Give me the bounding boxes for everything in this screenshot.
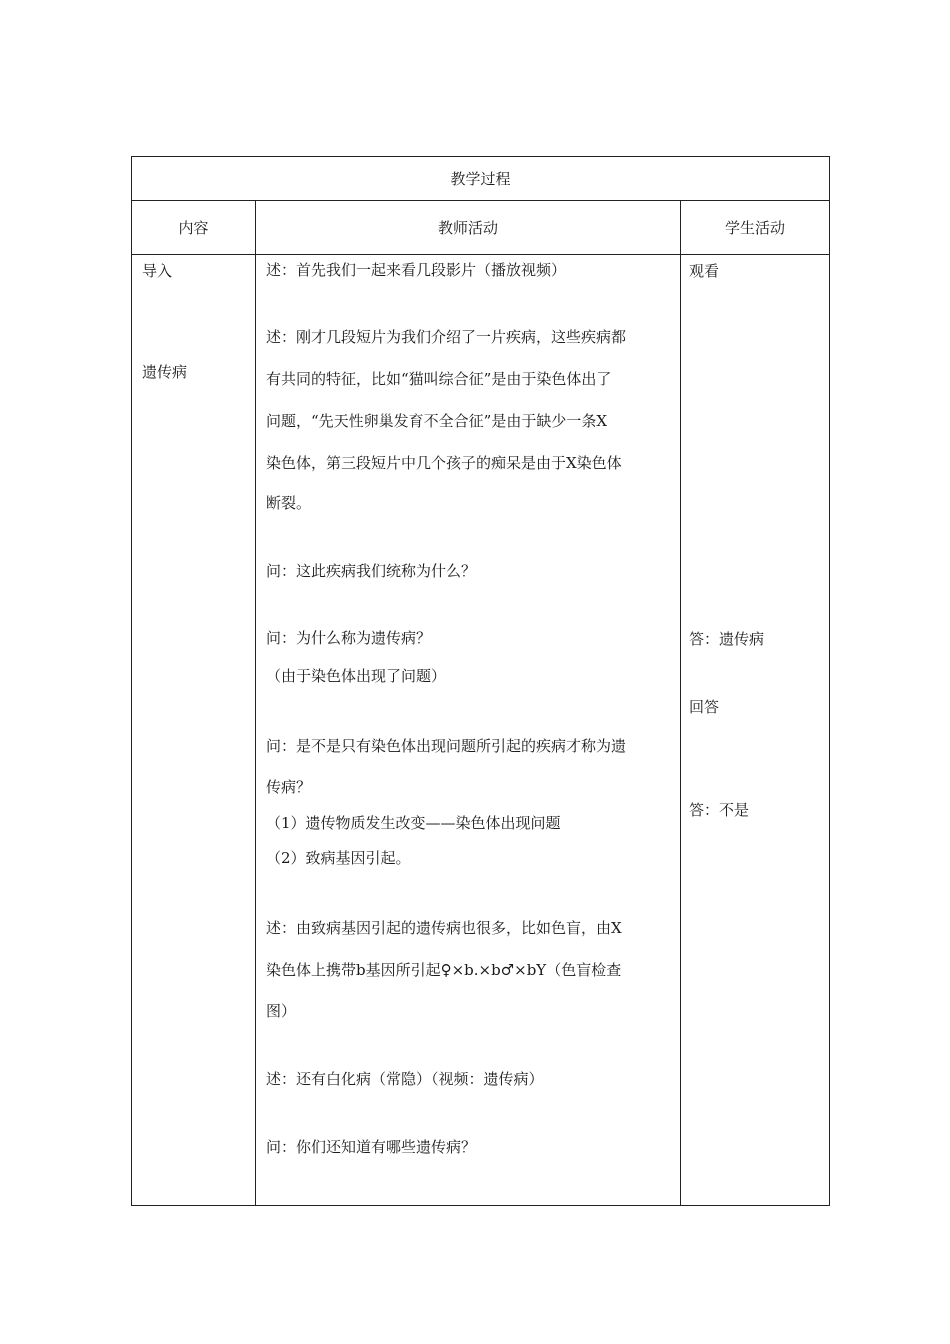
teacher-line: 问：为什么称为遗传病？ [266, 629, 432, 647]
teacher-line: 有共同的特征，比如“猫叫综合征”是由于染色体出了 [266, 370, 612, 388]
teacher-line: 问：是不是只有染色体出现问题所引起的疾病才称为遗 [266, 737, 627, 755]
teacher-line: 述：刚才几段短片为我们介绍了一片疾病，这些疾病都 [266, 328, 627, 346]
column-divider [255, 201, 256, 1205]
teacher-line: 述：首先我们一起来看几段影片（播放视频） [266, 261, 567, 279]
lesson-table [131, 156, 830, 1206]
teacher-line: 断裂。 [266, 494, 312, 512]
column-divider [680, 201, 681, 1205]
header-content: 内容 [178, 218, 209, 237]
teacher-line: 问：你们还知道有哪些遗传病？ [266, 1138, 477, 1156]
teacher-line: （1）遗传物质发生改变——染色体出现问题 [266, 814, 561, 832]
teacher-line: 述：还有白化病（常隐）（视频：遗传病） [266, 1070, 544, 1088]
student-item: 答：不是 [689, 801, 750, 819]
teacher-line: 述：由致病基因引起的遗传病也很多，比如色盲，由X [266, 919, 622, 937]
teacher-line: 问：这此疾病我们统称为什么？ [266, 562, 477, 580]
teacher-line: 图） [266, 1002, 297, 1020]
teacher-line: 问题，“先天性卵巢发育不全合征”是由于缺少一条X [266, 412, 608, 430]
content-item: 导入 [142, 262, 173, 280]
header-teacher-activity: 教师活动 [437, 218, 498, 237]
student-item: 观看 [689, 262, 720, 280]
student-item: 回答 [689, 698, 720, 716]
table-title: 教学过程 [132, 157, 829, 201]
teacher-line: （由于染色体出现了问题） [266, 667, 447, 685]
teacher-line: 染色体上携带b基因所引起♀×b.×b♂×bY（色盲检查 [266, 961, 622, 979]
table-header-row [132, 201, 829, 255]
teacher-line: 传病？ [266, 778, 312, 796]
teacher-line: 染色体，第三段短片中几个孩子的痴呆是由于X染色体 [266, 454, 622, 472]
content-item: 遗传病 [142, 363, 188, 381]
student-item: 答：遗传病 [689, 630, 765, 648]
teacher-line: （2）致病基因引起。 [266, 849, 411, 867]
header-student-activity: 学生活动 [724, 218, 785, 237]
